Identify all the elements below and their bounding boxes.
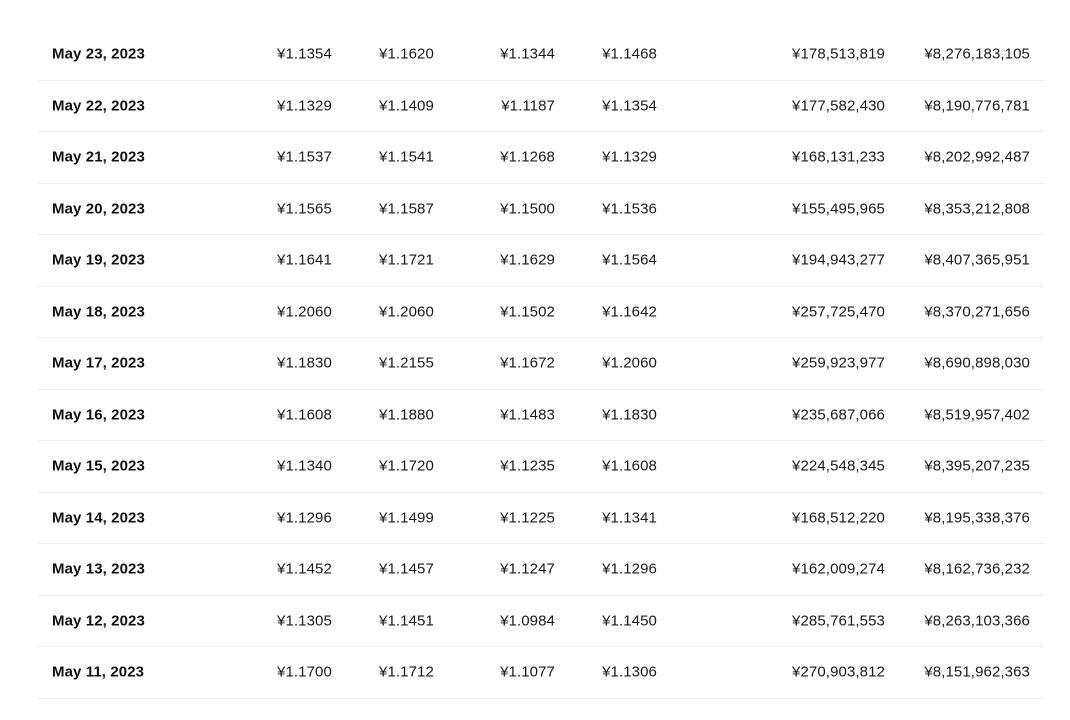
table-row [38,390,1044,442]
close-price-cell: ¥1.1354 [602,97,657,115]
close-price-cell: ¥1.1564 [602,251,657,269]
low-price-cell: ¥1.1247 [500,560,555,578]
close-price-cell: ¥1.1830 [602,406,657,424]
open-price-cell: ¥1.1305 [277,612,332,630]
market-cap-cell: ¥8,162,736,232 [924,560,1030,578]
date-cell: May 23, 2023 [52,45,145,63]
volume-cell: ¥224,548,345 [792,457,885,475]
date-cell: May 14, 2023 [52,509,145,527]
market-cap-cell: ¥8,370,271,656 [924,303,1030,321]
market-cap-cell: ¥8,190,776,781 [924,97,1030,115]
market-cap-cell: ¥8,690,898,030 [924,354,1030,372]
high-price-cell: ¥1.1720 [379,457,434,475]
low-price-cell: ¥1.1629 [500,251,555,269]
date-cell: May 13, 2023 [52,560,145,578]
market-cap-cell: ¥8,195,338,376 [924,509,1030,527]
low-price-cell: ¥1.1502 [500,303,555,321]
volume-cell: ¥194,943,277 [792,251,885,269]
market-cap-cell: ¥8,519,957,402 [924,406,1030,424]
market-cap-cell: ¥8,151,962,363 [924,663,1030,681]
market-cap-cell: ¥8,276,183,105 [924,45,1030,63]
close-price-cell: ¥1.1642 [602,303,657,321]
table-row [38,235,1044,287]
volume-cell: ¥270,903,812 [792,663,885,681]
close-price-cell: ¥1.1329 [602,148,657,166]
low-price-cell: ¥1.1235 [500,457,555,475]
date-cell: May 21, 2023 [52,148,145,166]
volume-cell: ¥155,495,965 [792,200,885,218]
market-cap-cell: ¥8,202,992,487 [924,148,1030,166]
high-price-cell: ¥1.1620 [379,45,434,63]
market-cap-cell: ¥8,353,212,808 [924,200,1030,218]
high-price-cell: ¥1.2060 [379,303,434,321]
volume-cell: ¥178,513,819 [792,45,885,63]
table-row [38,493,1044,545]
low-price-cell: ¥1.1268 [500,148,555,166]
close-price-cell: ¥1.1536 [602,200,657,218]
close-price-cell: ¥1.1341 [602,509,657,527]
low-price-cell: ¥1.1077 [500,663,555,681]
table-row [38,287,1044,339]
close-price-cell: ¥1.1468 [602,45,657,63]
low-price-cell: ¥1.1672 [500,354,555,372]
volume-cell: ¥177,582,430 [792,97,885,115]
low-price-cell: ¥1.1500 [500,200,555,218]
high-price-cell: ¥1.1721 [379,251,434,269]
open-price-cell: ¥1.1452 [277,560,332,578]
table-row [38,184,1044,236]
date-cell: May 12, 2023 [52,612,145,630]
table-row [38,441,1044,493]
volume-cell: ¥259,923,977 [792,354,885,372]
high-price-cell: ¥1.2155 [379,354,434,372]
market-cap-cell: ¥8,263,103,366 [924,612,1030,630]
open-price-cell: ¥1.1641 [277,251,332,269]
date-cell: May 22, 2023 [52,97,145,115]
date-cell: May 11, 2023 [52,663,145,681]
volume-cell: ¥257,725,470 [792,303,885,321]
date-cell: May 17, 2023 [52,354,145,372]
close-price-cell: ¥1.1608 [602,457,657,475]
market-cap-cell: ¥8,407,365,951 [924,251,1030,269]
table-row [38,338,1044,390]
table-row [38,596,1044,648]
volume-cell: ¥235,687,066 [792,406,885,424]
high-price-cell: ¥1.1541 [379,148,434,166]
table-row [38,544,1044,596]
market-cap-cell: ¥8,395,207,235 [924,457,1030,475]
volume-cell: ¥285,761,553 [792,612,885,630]
high-price-cell: ¥1.1712 [379,663,434,681]
high-price-cell: ¥1.1880 [379,406,434,424]
open-price-cell: ¥1.1830 [277,354,332,372]
open-price-cell: ¥1.1329 [277,97,332,115]
date-cell: May 18, 2023 [52,303,145,321]
close-price-cell: ¥1.1306 [602,663,657,681]
open-price-cell: ¥1.1608 [277,406,332,424]
date-cell: May 20, 2023 [52,200,145,218]
table-row [38,81,1044,133]
historical-data-table [38,29,1044,699]
high-price-cell: ¥1.1499 [379,509,434,527]
low-price-cell: ¥1.1187 [501,97,555,115]
open-price-cell: ¥1.1296 [277,509,332,527]
open-price-cell: ¥1.1354 [277,45,332,63]
high-price-cell: ¥1.1451 [379,612,434,630]
low-price-cell: ¥1.1225 [500,509,555,527]
open-price-cell: ¥1.1700 [277,663,332,681]
close-price-cell: ¥1.1296 [602,560,657,578]
high-price-cell: ¥1.1409 [379,97,434,115]
open-price-cell: ¥1.1340 [277,457,332,475]
low-price-cell: ¥1.0984 [500,612,555,630]
low-price-cell: ¥1.1344 [500,45,555,63]
table-row [38,29,1044,81]
date-cell: May 19, 2023 [52,251,145,269]
open-price-cell: ¥1.1537 [277,148,332,166]
low-price-cell: ¥1.1483 [500,406,555,424]
close-price-cell: ¥1.1450 [602,612,657,630]
open-price-cell: ¥1.1565 [277,200,332,218]
date-cell: May 15, 2023 [52,457,145,475]
volume-cell: ¥168,131,233 [792,148,885,166]
volume-cell: ¥162,009,274 [792,560,885,578]
close-price-cell: ¥1.2060 [602,354,657,372]
high-price-cell: ¥1.1587 [379,200,434,218]
table-row [38,647,1044,699]
volume-cell: ¥168,512,220 [792,509,885,527]
date-cell: May 16, 2023 [52,406,145,424]
table-row [38,132,1044,184]
high-price-cell: ¥1.1457 [379,560,434,578]
open-price-cell: ¥1.2060 [277,303,332,321]
